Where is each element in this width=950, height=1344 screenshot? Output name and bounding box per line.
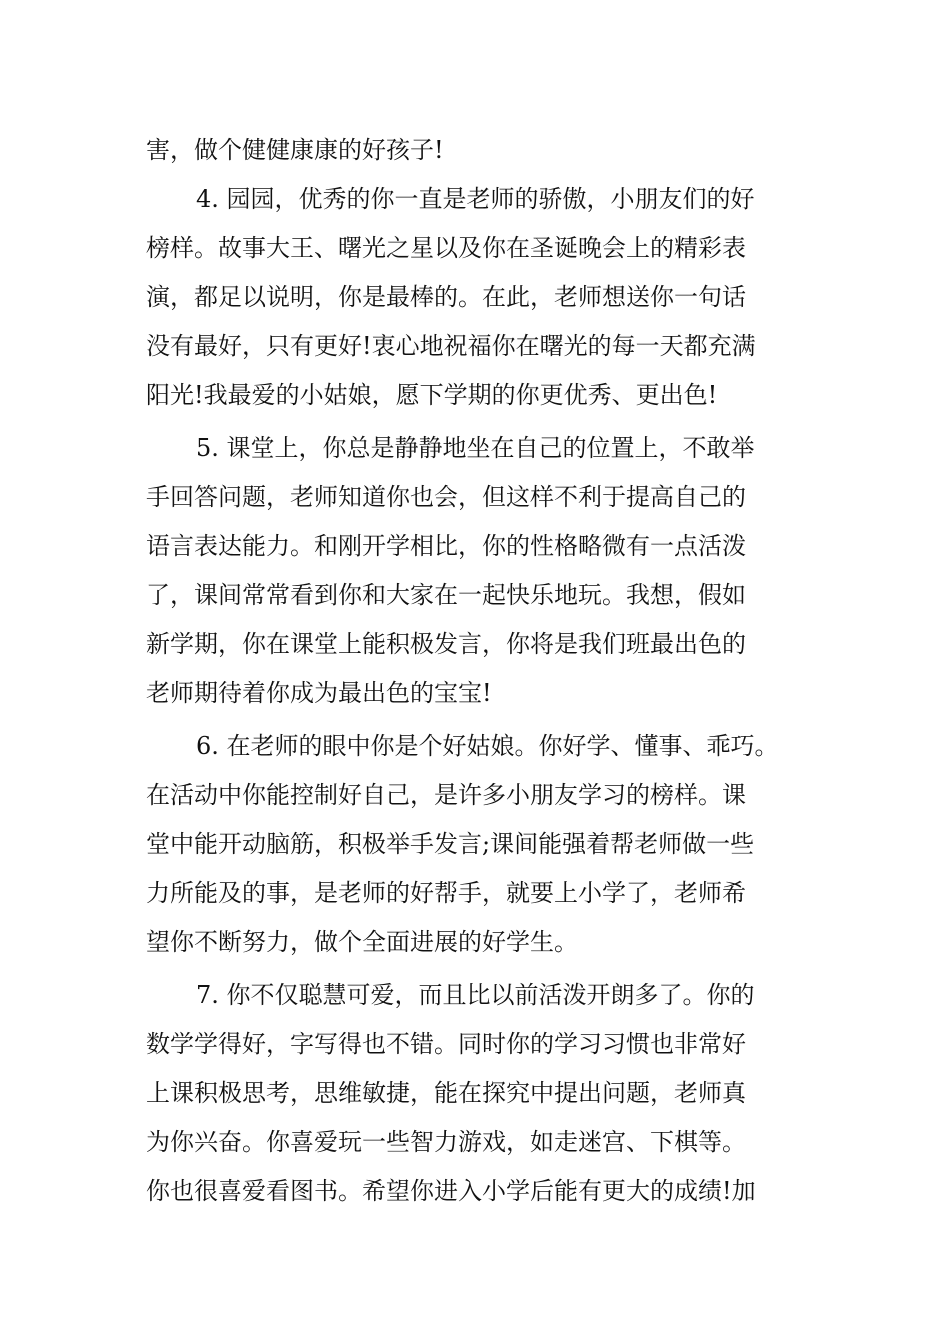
text-line: 演，都足以说明，你是最棒的。在此，老师想送你一句话 — [146, 283, 746, 311]
text-line: 在活动中你能控制好自己，是许多小朋友学习的榜样。课 — [146, 781, 746, 809]
text-line: 堂中能开动脑筋，积极举手发言;课间能强着帮老师做一些 — [146, 830, 755, 858]
text-line: 阳光!我最爱的小姑娘，愿下学期的你更优秀、更出色! — [146, 381, 718, 409]
text-line: 没有最好，只有更好!衷心地祝福你在曙光的每一天都充满 — [146, 332, 756, 360]
text-line: 力所能及的事，是老师的好帮手，就要上小学了，老师希 — [146, 879, 746, 907]
text-line: 望你不断努力，做个全面进展的好学生。 — [146, 928, 578, 956]
paragraph-5-start: 5. 课堂上，你总是静静地坐在自己的位置上，不敢举 — [196, 434, 755, 462]
paragraph-7-start: 7. 你不仅聪慧可爱，而且比以前活泼开朗多了。你的 — [196, 981, 755, 1009]
text-line: 榜样。故事大王、曙光之星以及你在圣诞晚会上的精彩表 — [146, 234, 746, 262]
text-line: 害，做个健健康康的好孩子! — [146, 136, 444, 164]
text-line: 了，课间常常看到你和大家在一起快乐地玩。我想，假如 — [146, 581, 746, 609]
text-line: 你也很喜爱看图书。希望你进入小学后能有更大的成绩!加 — [146, 1177, 756, 1205]
text-line: 数学学得好，字写得也不错。同时你的学习习惯也非常好 — [146, 1030, 746, 1058]
paragraph-6-start: 6. 在老师的眼中你是个好姑娘。你好学、懂事、乖巧。 — [196, 732, 779, 760]
text-line: 手回答问题，老师知道你也会，但这样不利于提高自己的 — [146, 483, 746, 511]
paragraph-4-start: 4. 园园，优秀的你一直是老师的骄傲，小朋友们的好 — [196, 185, 755, 213]
text-line: 语言表达能力。和刚开学相比，你的性格略微有一点活泼 — [146, 532, 746, 560]
text-line: 为你兴奋。你喜爱玩一些智力游戏，如走迷宫、下棋等。 — [146, 1128, 746, 1156]
text-line: 上课积极思考，思维敏捷，能在探究中提出问题，老师真 — [146, 1079, 746, 1107]
text-line: 新学期，你在课堂上能积极发言，你将是我们班最出色的 — [146, 630, 746, 658]
text-line: 老师期待着你成为最出色的宝宝! — [146, 679, 492, 707]
